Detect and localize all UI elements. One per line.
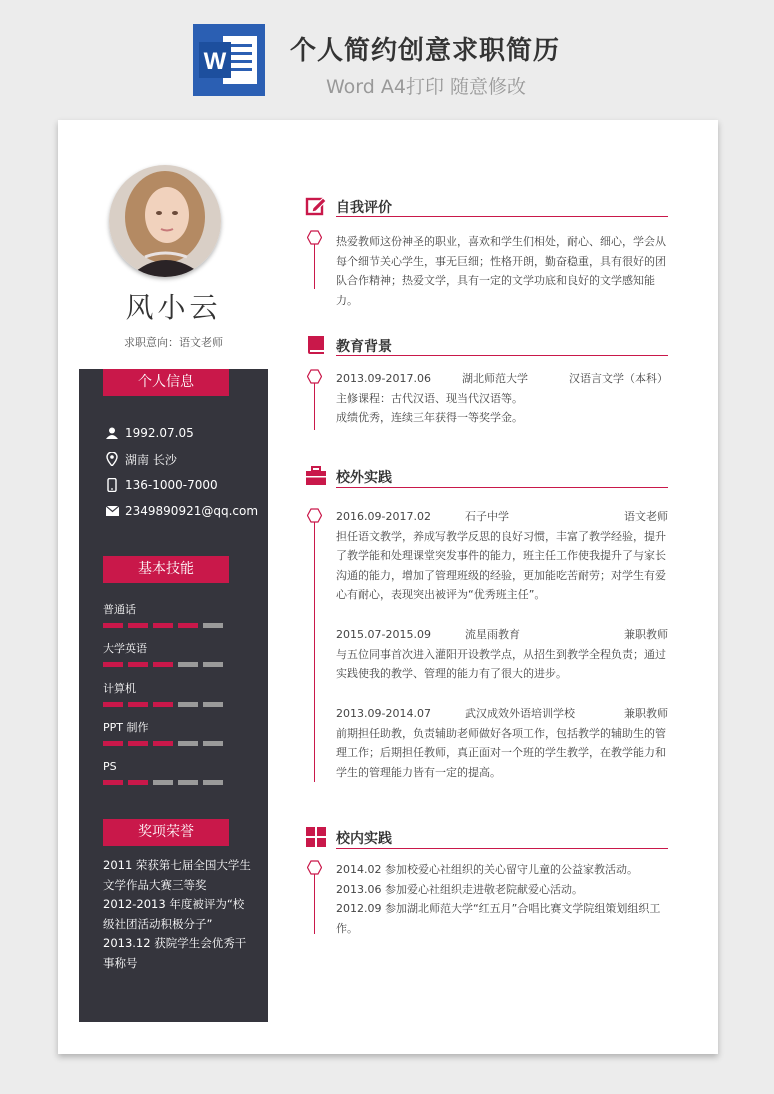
practice-header-row — [336, 625, 668, 645]
skill-name: PS — [103, 760, 117, 773]
practice-header-row — [336, 507, 668, 527]
education-title: 教育背景 — [336, 339, 392, 355]
practice-entry — [336, 704, 668, 782]
hexagon-marker-icon — [307, 860, 322, 875]
skill-item — [103, 760, 253, 785]
info-birthday — [105, 424, 194, 442]
skill-level — [103, 702, 253, 707]
skill-dot-filled — [103, 780, 123, 785]
skill-dot-filled — [153, 702, 173, 707]
skill-name: 大学英语 — [103, 642, 147, 655]
skill-dot-filled — [128, 662, 148, 667]
info-location-text: 湖南 长沙 — [125, 452, 177, 467]
skill-name: 普通话 — [103, 603, 136, 616]
practice-date: 2013.09-2014.07 — [336, 707, 431, 720]
skill-dot-empty — [178, 780, 198, 785]
banner-title: 个人简约创意求职简历 — [290, 36, 561, 66]
skill-dot-filled — [128, 702, 148, 707]
practice-title: 校外实践 — [336, 470, 392, 486]
skill-dot-empty — [203, 702, 223, 707]
skills-heading: 基本技能 — [103, 556, 229, 583]
practice-header-row — [336, 704, 668, 724]
hexagon-marker-icon — [307, 508, 322, 523]
skill-level — [103, 780, 253, 785]
person-icon — [105, 426, 119, 440]
honor-item: 2012-2013 年度被评为“校级社团活动积极分子” — [103, 897, 245, 931]
phone-icon — [105, 478, 119, 492]
personal-info-heading: 个人信息 — [103, 369, 229, 396]
job-intent: 求职意向：语文老师 — [124, 336, 223, 349]
skill-dot-filled — [153, 623, 173, 628]
skill-name: PPT 制作 — [103, 721, 149, 734]
skill-dot-filled — [178, 623, 198, 628]
honors-list — [103, 856, 255, 973]
skill-name: 计算机 — [103, 682, 136, 695]
grid-icon — [305, 826, 327, 848]
skill-item — [103, 603, 253, 628]
education-school: 湖北师范大学 — [461, 372, 528, 385]
campus-item: 2013.06 参加爱心社组织走进敬老院献爱心活动。 — [336, 882, 583, 896]
practice-role: 兼职教师 — [624, 628, 668, 641]
info-email-text: 2349890921@qq.com — [125, 504, 259, 518]
skill-item — [103, 721, 253, 746]
skill-dot-filled — [103, 623, 123, 628]
banner — [0, 0, 774, 110]
avatar — [109, 165, 221, 277]
skill-dot-empty — [178, 702, 198, 707]
practice-org: 石子中学 — [464, 510, 509, 523]
briefcase-icon — [305, 465, 327, 487]
campus-item: 2014.02 参加校爱心社组织的关心留守儿童的公益家教活动。 — [336, 863, 638, 876]
skill-level — [103, 741, 253, 746]
skill-dot-filled — [103, 702, 123, 707]
skill-dot-filled — [153, 662, 173, 667]
education-major: 汉语言文学（本科） — [568, 372, 668, 385]
practice-role: 兼职教师 — [624, 707, 668, 720]
practice-entry — [336, 507, 668, 605]
honor-item: 2013.12 获院学生会优秀干事称号 — [103, 936, 247, 970]
practice-text: 担任语文教学，养成写教学反思的良好习惯，丰富了教学经验，提升了教学能和处理课堂突发事件的能力，班主任工作使我提升了与家长沟通的能力，增加了管理班级的经验，更加能吃苦耐劳；对学生有爱心有耐心，表现突出被评为“优秀班主任”。 — [336, 529, 666, 601]
info-email — [105, 502, 258, 520]
practice-text: 前期担任助教，负责辅助老师做好各项工作，包括教学的辅助生的管理工作；后期担任教师，真正面对一个班的学生教学，在教学能力和学生的管理能力皆有一定的提高。 — [336, 726, 666, 779]
divider — [336, 355, 668, 356]
edit-icon — [305, 195, 327, 217]
divider — [336, 487, 668, 488]
info-phone-text: 136-1000-7000 — [125, 478, 218, 492]
practice-entry — [336, 625, 668, 684]
word-logo-icon — [193, 24, 265, 96]
campus-item: 2012.09 参加湖北师范大学“红五月”合唱比赛文学院组策划组织工作。 — [336, 902, 661, 935]
education-line: 主修课程：古代汉语、现当代汉语等。 — [336, 391, 523, 405]
education-date: 2013.09-2017.06 — [336, 372, 431, 385]
skill-dot-filled — [128, 741, 148, 746]
campus-title: 校内实践 — [336, 831, 392, 847]
book-icon — [305, 334, 327, 356]
candidate-name: 风小云 — [125, 291, 222, 324]
timeline-line — [314, 510, 315, 782]
hexagon-marker-icon — [307, 369, 322, 384]
info-location — [105, 450, 177, 468]
practice-org: 流星雨教育 — [464, 628, 520, 641]
self-eval-text: 热爱教师这份神圣的职业，喜欢和学生们相处，耐心、细心，学会从每个细节关心学生，事无巨细；性格开朗，勤奋稳重，具有很好的团队合作精神；热爱文学，具有一定的文学功底和良好的文学感知能力。 — [336, 235, 666, 307]
skill-dot-empty — [203, 741, 223, 746]
honor-item: 2011 荣获第七届全国大学生文学作品大赛三等奖 — [103, 858, 251, 892]
info-birthday-text: 1992.07.05 — [125, 426, 194, 440]
skill-dot-empty — [178, 741, 198, 746]
practice-date: 2016.09-2017.02 — [336, 510, 431, 523]
skill-item — [103, 642, 253, 667]
skill-dot-empty — [203, 780, 223, 785]
self-eval-title: 自我评价 — [336, 200, 392, 216]
skill-dot-filled — [103, 662, 123, 667]
banner-subtitle: Word A4打印 随意修改 — [326, 76, 527, 98]
divider — [336, 848, 668, 849]
honors-heading: 奖项荣誉 — [103, 819, 229, 846]
mail-icon — [105, 504, 119, 518]
sidebar — [79, 369, 268, 1022]
hexagon-marker-icon — [307, 230, 322, 245]
skill-dot-filled — [128, 780, 148, 785]
skill-dot-empty — [203, 623, 223, 628]
campus-list — [336, 860, 668, 938]
skill-item — [103, 682, 253, 707]
skill-dot-empty — [153, 780, 173, 785]
practice-text: 与五位同事首次进入灌阳开设教学点，从招生到教学全程负责；通过实践使我的教学、管理的能力有了很大的进步。 — [336, 647, 666, 680]
practice-date: 2015.07-2015.09 — [336, 628, 431, 641]
divider — [336, 216, 668, 217]
education-entry — [336, 369, 668, 428]
practice-role: 语文老师 — [624, 510, 668, 523]
avatar-portrait — [109, 165, 221, 277]
education-line: 成绩优秀，连续三年获得一等奖学金。 — [336, 411, 523, 424]
education-header-row — [336, 369, 668, 389]
skill-level — [103, 623, 253, 628]
skill-dot-filled — [153, 741, 173, 746]
skill-dot-filled — [128, 623, 148, 628]
skill-dot-empty — [178, 662, 198, 667]
skill-dot-empty — [203, 662, 223, 667]
skill-dot-filled — [103, 741, 123, 746]
skill-level — [103, 662, 253, 667]
word-logo-letter: W — [203, 48, 227, 75]
practice-org: 武汉成效外语培训学校 — [464, 707, 575, 720]
info-phone — [105, 476, 218, 494]
location-icon — [105, 452, 119, 466]
